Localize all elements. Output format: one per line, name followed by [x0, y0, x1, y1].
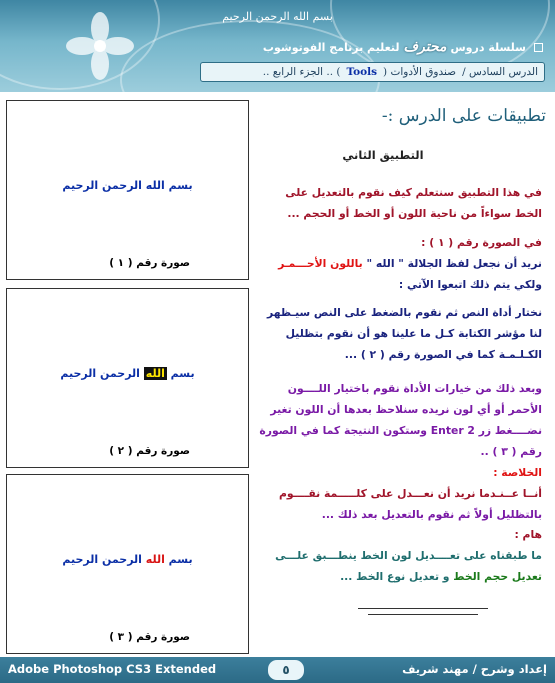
paragraph-select-text: نختار أداة النص ثم نقوم بالضغط على النص سيـظهر لنا مؤشر الكتابة كـل ما علينا هو أن نقوم بتظليل الكـلـمـة كما في الصورة رقم ( ٢ ) ...	[267, 306, 542, 361]
figure-2	[6, 288, 249, 468]
separator-line	[358, 608, 488, 609]
figure-3	[6, 474, 249, 654]
page-number: ٥	[268, 660, 304, 680]
lesson-part: ) .. الجزء الرابع ..	[262, 66, 341, 78]
lesson-topic: صندوق الأدوات (	[383, 66, 457, 78]
highlighted-word: الله	[145, 367, 165, 380]
red-word: الله	[145, 553, 165, 566]
note-heading: هام :	[514, 528, 542, 541]
paragraph-figure-1	[257, 232, 542, 295]
note-text: ما طبقناه على تعــــديل لون الخط ينطـــبق علـــى تعديل حجم الخط و تعديل نوع الخط ...	[275, 549, 542, 583]
footer-app-name: Adobe Photoshop CS3 Extended	[8, 662, 217, 676]
series-title	[213, 36, 543, 58]
series-suffix: لتعليم برنامج الفوتوشوب	[262, 40, 400, 54]
lesson-content	[258, 100, 548, 650]
summary-text: أنــا عــنـدما نريد أن نعـــدل على كلـــــمة نقــــوم بالتظليل أولاً ثم نقوم بالتعديل بعد ذلك ...	[278, 487, 542, 521]
figure-1-heading: في الصورة رقم ( ١ ) :	[421, 236, 542, 249]
paragraph-note	[257, 524, 542, 587]
paragraph-intro: في هذا التطبيق سنتعلم كيف نقوم بالتعديل على الخط سواءاً من ناحية اللون أو الخط أو الحجم ...	[285, 186, 542, 220]
page-header	[0, 0, 555, 92]
paragraph-summary	[257, 462, 542, 525]
section-title: تطبيقات على الدرس :-	[381, 106, 546, 126]
content-panel	[0, 92, 555, 657]
lesson-bar	[200, 62, 545, 82]
figure-2-text: بسم الله الرحمن الرحيم	[60, 367, 195, 380]
figure-1	[6, 100, 249, 280]
separator-line	[368, 614, 478, 615]
header-basmala: بسم الله الرحمن الرحيم	[222, 10, 333, 23]
summary-heading: الخلاصة :	[493, 466, 542, 479]
section-subtitle: التطبيق الثاني	[342, 148, 424, 162]
square-icon	[534, 43, 543, 52]
footer-author: إعداد وشرح / مهند شريف	[402, 662, 547, 676]
figure-1-caption: صورة رقم ( ١ )	[109, 257, 190, 269]
lesson-tools: Tools	[346, 66, 378, 78]
figure-2-caption: صورة رقم ( ٢ )	[109, 445, 190, 457]
figure-1-instructions: نريد أن نجعل لفظ الجلالة " الله " باللون الأحـــمـر ولكي يتم ذلك اتبعوا الآتي :	[278, 257, 542, 291]
series-prefix: سلسلة دروس	[450, 40, 526, 54]
figure-1-text: بسم الله الرحمن الرحيم	[62, 179, 193, 192]
figure-3-text: بسم الله الرحمن الرحيم	[62, 553, 193, 566]
paragraph-change-color: وبعد ذلك من خيارات الأداة نقوم باختيار اللــــون الأحمر أو أي لون نريده سنلاحظ بعدها أن اللون تغير نضــــغط زر Enter 2 وستكون النتيجة كما في الصورة رقم ( ٣ ) ..	[259, 382, 542, 458]
series-logo: محترف	[403, 39, 447, 55]
lesson-label: الدرس السادس /	[462, 66, 538, 78]
figure-3-caption: صورة رقم ( ٣ )	[109, 631, 190, 643]
page-footer	[0, 657, 555, 683]
